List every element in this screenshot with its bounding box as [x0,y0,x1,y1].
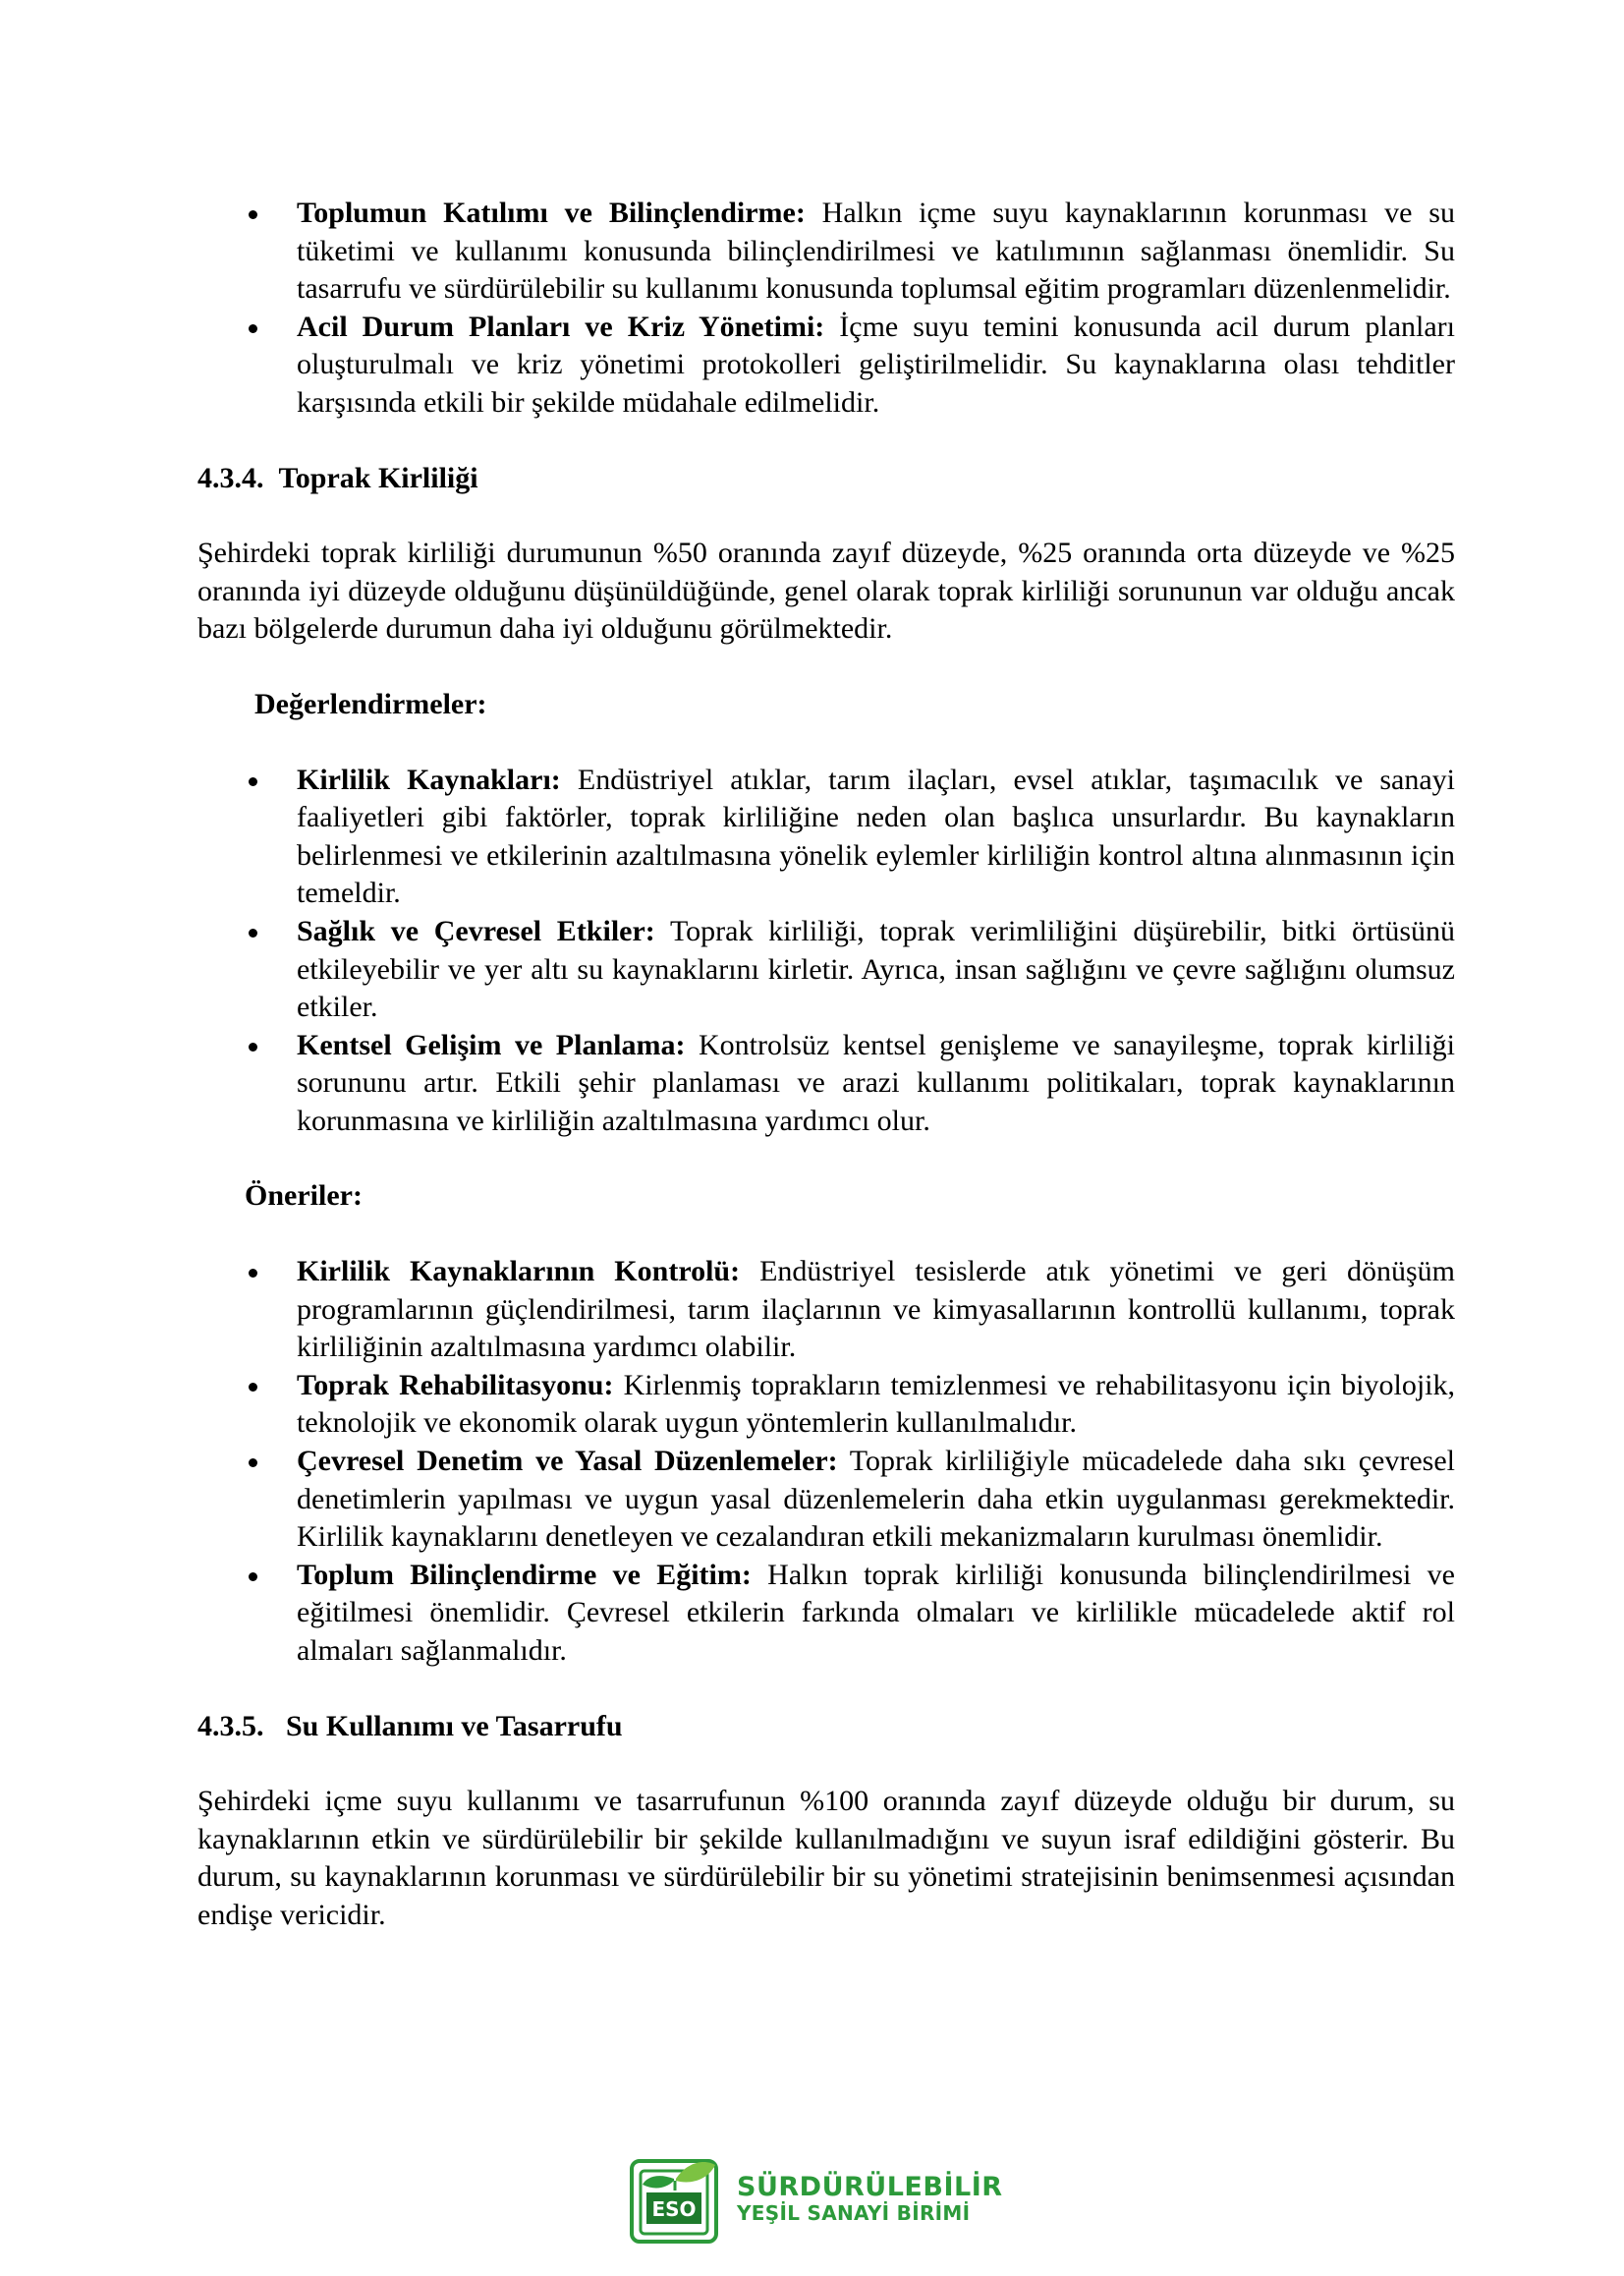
paragraph-soil-pollution: Şehirdeki toprak kirliliği durumunun %50 oranında zayıf düzeyde, %25 oranında orta düzeyde ve %25 oranında iyi düzeyde olduğunu düşünüldüğünde, genel olarak toprak kirliliği sorununun var olduğu ancak bazı bölgelerde durumun daha iyi olduğunu görülmektedir. [197,537,1455,646]
list-item-text: Halkın içme suyu kaynaklarının korunması ve su tüketimi ve kullanımı konusunda bilinçlendirilmesi ve katılımının sağlanması önemlidir. Su tasarrufu ve sürdürülebilir su kullanımı konusunda toplumsal eğitim programları düzenlenmelidir. [297,197,1455,306]
evaluations-heading: Değerlendirmeler: [254,687,487,720]
section-number: 4.3.4. [197,461,264,494]
list-item-text: Endüstriyel atıklar, tarım ilaçları, evsel atıklar, taşımacılık ve sanayi faaliyetleri gibi faktörler, toprak kirliliğine neden olan başlıca unsurlardır. Bu kaynakların belirlenmesi ve etkilerinin azaltılmasına yönelik eylemler kirliliğin kontrol altına alınmasının için temeldir. [297,763,1455,910]
list-item-title: Toplumun Katılımı ve Bilinçlendirme: [297,197,806,229]
list-item-title: Kirlilik Kaynakları: [297,763,561,796]
page-content [197,195,1455,1935]
logo-line-1: SÜRDÜRÜLEBİLİR [737,2172,1003,2203]
logo-mark-text: ESO [651,2197,697,2221]
logo-line-2: YEŞİL SANAYİ BİRİMİ [737,2200,971,2225]
list-item-text: Kirlenmiş toprakların temizlenmesi ve rehabilitasyonu için biyolojik, teknolojik ve ekonomik olarak uygun yöntemlerin kullanılmalıdır. [297,1368,1455,1440]
list-item [197,1557,1455,1671]
section-title: Su Kullanımı ve Tasarrufu [286,1709,623,1742]
list-item-text: İçme suyu temini konusunda acil durum planları oluşturulmalı ve kriz yönetimi protokolleri geliştirilmelidir. Su kaynaklarına olası tehditler karşısında etkili bir şekilde müdahale edilmelidir. [297,310,1455,419]
section-heading-4-3-4 [197,460,1455,498]
list-item [197,1253,1455,1367]
paragraph-water-usage: Şehirdeki içme suyu kullanımı ve tasarrufunun %100 oranında zayıf düzeyde olduğu bir durum, su kaynaklarının etkin ve sürdürülebilir bir şekilde kullanılmadığını ve suyun israf edildiğini gösterir. Bu durum, su kaynaklarının korunması ve sürdürülebilir bir su yönetimi stratejisinin benimsenmesi açısından endişe vericidir. [197,1785,1455,1931]
list-item-text: Toprak kirliliğiyle mücadelede daha sıkı çevresel denetimlerin yapılması ve uygun yasal düzenlemelerin daha etkin uygulanması gerekmektedir. Kirlilik kaynaklarını denetleyen ve cezalandıran etkili mekanizmaların kurulması önemlidir. [297,1445,1455,1554]
footer-logo [629,2151,1003,2246]
list-item-title: Toplum Bilinçlendirme ve Eğitim: [297,1558,752,1591]
list-item-title: Kentsel Gelişim ve Planlama: [297,1028,686,1061]
list-item-title: Sağlık ve Çevresel Etkiler: [297,914,655,947]
list-item [197,1443,1455,1557]
eso-leaf-logo-icon [629,2151,723,2246]
section-number: 4.3.5. [197,1709,264,1742]
list-recommendations [197,1253,1455,1671]
list-item [197,1027,1455,1141]
list-item-title: Acil Durum Planları ve Kriz Yönetimi: [297,310,825,343]
list-item [197,913,1455,1027]
list-item-text: Halkın toprak kirliliği konusunda bilinçlendirilmesi ve eğitilmesi önemlidir. Çevresel etkilerin farkında olmaları ve kirlilikle mücadelede aktif rol almaları sağlanmalıdır. [297,1558,1455,1667]
list-item-title: Çevresel Denetim ve Yasal Düzenlemeler: [297,1445,838,1478]
list-item [197,762,1455,913]
list-item-text: Toprak kirliliği, toprak verimliliğini düşürebilir, bitki örtüsünü etkileyebilir ve yer altı su kaynaklarını kirletir. Ayrıca, insan sağlığını ve çevre sağlığını olumsuz etkiler. [297,914,1455,1024]
eso-leaf-logo-svg [629,2151,723,2246]
recommendations-heading: Öneriler: [245,1179,363,1213]
list-item-title: Toprak Rehabilitasyonu: [297,1368,614,1401]
section-title: Toprak Kirliliği [278,461,478,494]
section-heading-4-3-5 [197,1708,1455,1746]
list-item-text: Kontrolsüz kentsel genişleme ve sanayileşme, toprak kirliliği sorununu artır. Etkili şehir planlaması ve arazi kullanımı politikaları, toprak kaynaklarının korunmasına ve kirliliğin azaltılmasına yardımcı olur. [297,1028,1455,1137]
list-item [197,1367,1455,1443]
list-item-text: Endüstriyel tesislerde atık yönetimi ve geri dönüşüm programlarının güçlendirilmesi, tarım ilaçlarının ve kimyasallarının kontrollü kullanımı, toprak kirliliğinin azaltılmasına yardımcı olabilir. [297,1255,1455,1364]
list-water-recommendations [197,195,1455,423]
list-item [197,195,1455,309]
list-item [197,309,1455,423]
list-evaluations [197,762,1455,1141]
logo-text [737,2173,1003,2224]
list-item-title: Kirlilik Kaynaklarının Kontrolü: [297,1255,741,1288]
